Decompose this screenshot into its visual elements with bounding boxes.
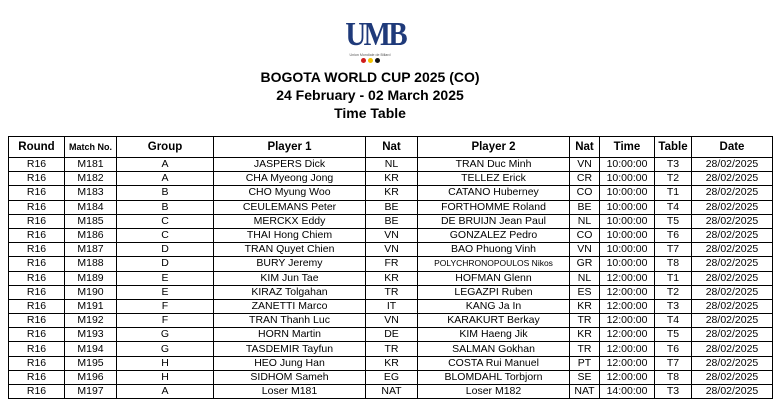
table-cell: KR <box>366 186 418 200</box>
table-cell: M186 <box>65 228 117 242</box>
table-cell: FORTHOMME Roland <box>418 200 570 214</box>
table-cell: VN <box>570 158 600 172</box>
table-cell: R16 <box>9 328 65 342</box>
table-cell: TR <box>570 314 600 328</box>
table-cell: DE <box>366 328 418 342</box>
column-header: Player 2 <box>418 137 570 158</box>
table-cell: R16 <box>9 257 65 271</box>
table-cell: A <box>117 385 214 399</box>
logo-subtitle: Union Mondiale de Billard <box>349 52 391 57</box>
table-cell: T3 <box>655 158 692 172</box>
table-cell: T2 <box>655 285 692 299</box>
table-cell: M192 <box>65 314 117 328</box>
table-cell: R16 <box>9 200 65 214</box>
column-header: Match No. <box>65 137 117 158</box>
table-cell: VN <box>366 314 418 328</box>
table-row <box>9 356 773 370</box>
table-body <box>9 158 773 399</box>
table-cell: T4 <box>655 200 692 214</box>
table-cell: M181 <box>65 158 117 172</box>
table-row <box>9 200 773 214</box>
table-cell: 14:00:00 <box>600 385 655 399</box>
table-row <box>9 228 773 242</box>
table-cell: TRAN Duc Minh <box>418 158 570 172</box>
table-cell: T1 <box>655 186 692 200</box>
table-cell: BE <box>366 200 418 214</box>
table-cell: M187 <box>65 243 117 257</box>
table-cell: CATANO Huberney <box>418 186 570 200</box>
table-cell: B <box>117 186 214 200</box>
table-cell: 28/02/2025 <box>692 271 773 285</box>
table-cell: 12:00:00 <box>600 370 655 384</box>
table-cell: T5 <box>655 214 692 228</box>
table-cell: E <box>117 271 214 285</box>
table-cell: 28/02/2025 <box>692 342 773 356</box>
column-header: Time <box>600 137 655 158</box>
table-cell: COSTA Rui Manuel <box>418 356 570 370</box>
table-cell: HORN Martin <box>214 328 366 342</box>
table-cell: B <box>117 200 214 214</box>
table-cell: 12:00:00 <box>600 356 655 370</box>
table-cell: LEGAZPI Ruben <box>418 285 570 299</box>
table-row <box>9 285 773 299</box>
table-cell: 10:00:00 <box>600 172 655 186</box>
table-cell: KIM Jun Tae <box>214 271 366 285</box>
logo-dot-yellow <box>368 58 373 63</box>
table-cell: NL <box>366 158 418 172</box>
table-cell: NAT <box>570 385 600 399</box>
table-cell: R16 <box>9 370 65 384</box>
table-cell: 28/02/2025 <box>692 370 773 384</box>
table-cell: DE BRUIJN Jean Paul <box>418 214 570 228</box>
table-cell: M184 <box>65 200 117 214</box>
table-cell: KIRAZ Tolgahan <box>214 285 366 299</box>
table-cell: HOFMAN Glenn <box>418 271 570 285</box>
table-row <box>9 257 773 271</box>
table-cell: E <box>117 285 214 299</box>
table-cell: 28/02/2025 <box>692 200 773 214</box>
table-cell: T6 <box>655 342 692 356</box>
table-cell: R16 <box>9 342 65 356</box>
table-cell: M195 <box>65 356 117 370</box>
table-cell: M191 <box>65 299 117 313</box>
table-row <box>9 214 773 228</box>
column-header: Player 1 <box>214 137 366 158</box>
table-cell: CHA Myeong Jong <box>214 172 366 186</box>
table-cell: G <box>117 342 214 356</box>
table-cell: T3 <box>655 385 692 399</box>
table-cell: NAT <box>366 385 418 399</box>
table-row <box>9 243 773 257</box>
table-cell: TR <box>366 342 418 356</box>
table-row <box>9 370 773 384</box>
column-header: Round <box>9 137 65 158</box>
logo-dots <box>341 58 399 63</box>
table-cell: SIDHOM Sameh <box>214 370 366 384</box>
table-cell: IT <box>366 299 418 313</box>
table-cell: JASPERS Dick <box>214 158 366 172</box>
table-cell: KR <box>366 172 418 186</box>
table-cell: R16 <box>9 385 65 399</box>
table-cell: EG <box>366 370 418 384</box>
table-cell: T7 <box>655 356 692 370</box>
table-cell: KR <box>570 328 600 342</box>
document-subtitle: Time Table <box>334 105 406 121</box>
table-cell: BE <box>366 214 418 228</box>
table-cell: R16 <box>9 243 65 257</box>
table-cell: T1 <box>655 271 692 285</box>
table-cell: GR <box>570 257 600 271</box>
table-cell: KR <box>366 271 418 285</box>
event-title: BOGOTA WORLD CUP 2025 (CO) <box>260 69 480 85</box>
table-cell: 12:00:00 <box>600 328 655 342</box>
table-cell: R16 <box>9 186 65 200</box>
table-row <box>9 271 773 285</box>
table-cell: 28/02/2025 <box>692 243 773 257</box>
column-header: Nat <box>366 137 418 158</box>
table-cell: GONZALEZ Pedro <box>418 228 570 242</box>
table-cell: KARAKURT Berkay <box>418 314 570 328</box>
table-cell: M185 <box>65 214 117 228</box>
logo-dot-black <box>375 58 380 63</box>
table-cell: TRAN Quyet Chien <box>214 243 366 257</box>
table-cell: T6 <box>655 228 692 242</box>
table-cell: KANG Ja In <box>418 299 570 313</box>
table-row <box>9 158 773 172</box>
table-cell: M197 <box>65 385 117 399</box>
time-table <box>8 136 773 399</box>
table-cell: M188 <box>65 257 117 271</box>
table-cell: H <box>117 356 214 370</box>
table-cell: T7 <box>655 243 692 257</box>
column-header: Date <box>692 137 773 158</box>
table-cell: T4 <box>655 314 692 328</box>
table-cell: 12:00:00 <box>600 271 655 285</box>
table-cell: M189 <box>65 271 117 285</box>
table-cell: BLOMDAHL Torbjorn <box>418 370 570 384</box>
table-cell: H <box>117 370 214 384</box>
table-row <box>9 342 773 356</box>
table-cell: R16 <box>9 285 65 299</box>
column-header: Nat <box>570 137 600 158</box>
column-header: Table <box>655 137 692 158</box>
table-cell: TASDEMIR Tayfun <box>214 342 366 356</box>
table-cell: 28/02/2025 <box>692 158 773 172</box>
table-cell: KIM Haeng Jik <box>418 328 570 342</box>
table-cell: M183 <box>65 186 117 200</box>
table-cell: TR <box>366 285 418 299</box>
table-cell: 10:00:00 <box>600 257 655 271</box>
table-cell: G <box>117 328 214 342</box>
table-cell: R16 <box>9 228 65 242</box>
table-row <box>9 385 773 399</box>
table-cell: POLYCHRONOPOULOS Nikos <box>418 257 570 271</box>
table-cell: 28/02/2025 <box>692 314 773 328</box>
table-cell: 28/02/2025 <box>692 186 773 200</box>
logo-mark: UMB <box>345 16 406 53</box>
table-cell: BAO Phuong Vinh <box>418 243 570 257</box>
table-cell: 28/02/2025 <box>692 328 773 342</box>
table-cell: F <box>117 299 214 313</box>
table-cell: T3 <box>655 299 692 313</box>
table-cell: A <box>117 158 214 172</box>
table-cell: 28/02/2025 <box>692 172 773 186</box>
table-cell: FR <box>366 257 418 271</box>
table-cell: SALMAN Gokhan <box>418 342 570 356</box>
table-row <box>9 314 773 328</box>
logo-dot-red <box>361 58 366 63</box>
event-dates: 24 February - 02 March 2025 <box>276 87 464 103</box>
table-cell: R16 <box>9 299 65 313</box>
table-cell: 10:00:00 <box>600 200 655 214</box>
table-cell: TR <box>570 342 600 356</box>
table-cell: R16 <box>9 172 65 186</box>
table-cell: CO <box>570 186 600 200</box>
table-cell: 12:00:00 <box>600 342 655 356</box>
table-cell: C <box>117 228 214 242</box>
table-cell: CO <box>570 228 600 242</box>
table-cell: VN <box>366 228 418 242</box>
table-row <box>9 172 773 186</box>
table-cell: 28/02/2025 <box>692 299 773 313</box>
table-cell: T5 <box>655 328 692 342</box>
umb-logo <box>341 16 406 68</box>
table-cell: M196 <box>65 370 117 384</box>
table-cell: 12:00:00 <box>600 299 655 313</box>
table-cell: R16 <box>9 271 65 285</box>
table-cell: M194 <box>65 342 117 356</box>
table-cell: 28/02/2025 <box>692 214 773 228</box>
table-cell: 10:00:00 <box>600 158 655 172</box>
table-cell: SE <box>570 370 600 384</box>
table-cell: 28/02/2025 <box>692 228 773 242</box>
table-cell: TELLEZ Erick <box>418 172 570 186</box>
table-cell: M190 <box>65 285 117 299</box>
table-cell: T8 <box>655 370 692 384</box>
table-cell: KR <box>570 299 600 313</box>
table-cell: A <box>117 172 214 186</box>
table-cell: HEO Jung Han <box>214 356 366 370</box>
table-cell: Loser M182 <box>418 385 570 399</box>
table-cell: KR <box>366 356 418 370</box>
table-cell: BE <box>570 200 600 214</box>
table-cell: T2 <box>655 172 692 186</box>
table-cell: M182 <box>65 172 117 186</box>
table-cell: R16 <box>9 356 65 370</box>
table-cell: 28/02/2025 <box>692 257 773 271</box>
table-cell: 10:00:00 <box>600 214 655 228</box>
table-header-row <box>9 137 773 158</box>
table-cell: VN <box>366 243 418 257</box>
table-cell: CHO Myung Woo <box>214 186 366 200</box>
table-cell: C <box>117 214 214 228</box>
table-cell: 28/02/2025 <box>692 356 773 370</box>
table-cell: D <box>117 243 214 257</box>
table-cell: ZANETTI Marco <box>214 299 366 313</box>
table-row <box>9 299 773 313</box>
table-cell: MERCKX Eddy <box>214 214 366 228</box>
table-cell: R16 <box>9 314 65 328</box>
table-row <box>9 186 773 200</box>
table-cell: R16 <box>9 214 65 228</box>
table-cell: BURY Jeremy <box>214 257 366 271</box>
table-cell: PT <box>570 356 600 370</box>
table-cell: Loser M181 <box>214 385 366 399</box>
table-cell: R16 <box>9 158 65 172</box>
table-cell: 10:00:00 <box>600 228 655 242</box>
table-cell: VN <box>570 243 600 257</box>
table-cell: CEULEMANS Peter <box>214 200 366 214</box>
table-cell: T8 <box>655 257 692 271</box>
table-cell: F <box>117 314 214 328</box>
table-cell: NL <box>570 214 600 228</box>
table-cell: 12:00:00 <box>600 285 655 299</box>
table-cell: TRAN Thanh Luc <box>214 314 366 328</box>
table-cell: 10:00:00 <box>600 243 655 257</box>
table-cell: D <box>117 257 214 271</box>
table-row <box>9 328 773 342</box>
table-cell: 10:00:00 <box>600 186 655 200</box>
column-header: Group <box>117 137 214 158</box>
table-cell: NL <box>570 271 600 285</box>
table-cell: 28/02/2025 <box>692 285 773 299</box>
table-cell: 12:00:00 <box>600 314 655 328</box>
table-cell: THAI Hong Chiem <box>214 228 366 242</box>
table-cell: CR <box>570 172 600 186</box>
table-cell: M193 <box>65 328 117 342</box>
table-cell: 28/02/2025 <box>692 385 773 399</box>
table-cell: ES <box>570 285 600 299</box>
